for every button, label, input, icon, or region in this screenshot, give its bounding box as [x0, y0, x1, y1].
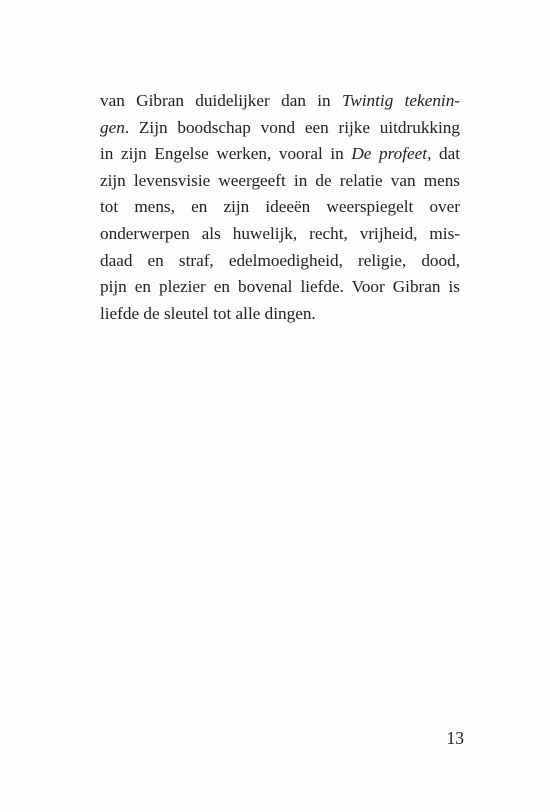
title-twintig-tekeningen-end: gen: [100, 117, 125, 137]
line-1-part-1: van Gibran duidelijker dan in: [100, 91, 343, 110]
line-3-part-3: , dat: [427, 144, 460, 164]
text-line-8: [100, 274, 460, 301]
line-5-text: tot mens, en zijn ideeën weerspiegelt over: [100, 197, 460, 217]
line-3-part-1: in zijn Engelse werken, vooral in: [100, 144, 352, 164]
text-line-4: [100, 168, 460, 195]
line-4-text: zijn levensvisie weergeeft in de relatie van mens: [100, 170, 460, 190]
page-number: 13: [446, 728, 464, 748]
body-text: [100, 88, 460, 327]
text-line-7: [100, 248, 460, 275]
line-2-part-2: . Zijn boodschap vond een rijke uitdrukking: [124, 117, 460, 137]
text-line-6: [100, 221, 460, 248]
text-line-5: [100, 194, 460, 221]
text-line-9: [100, 301, 460, 328]
line-6-text: onderwerpen als huwelijk, recht, vrijheid, mis-: [100, 223, 460, 243]
line-7-text: daad en straf, edelmoedigheid, religie, dood,: [100, 250, 460, 270]
title-twintig-tekeningen-start: Twintig tekenin-: [342, 91, 460, 110]
line-8-text: pijn en plezier en bovenal liefde. Voor Gibran is: [100, 277, 460, 297]
line-9-text: liefde de sleutel tot alle dingen.: [100, 303, 316, 323]
text-line-1: [100, 88, 460, 115]
title-de-profeet: De profeet: [351, 144, 428, 164]
text-line-2: [100, 115, 460, 142]
text-line-3: [100, 141, 460, 168]
